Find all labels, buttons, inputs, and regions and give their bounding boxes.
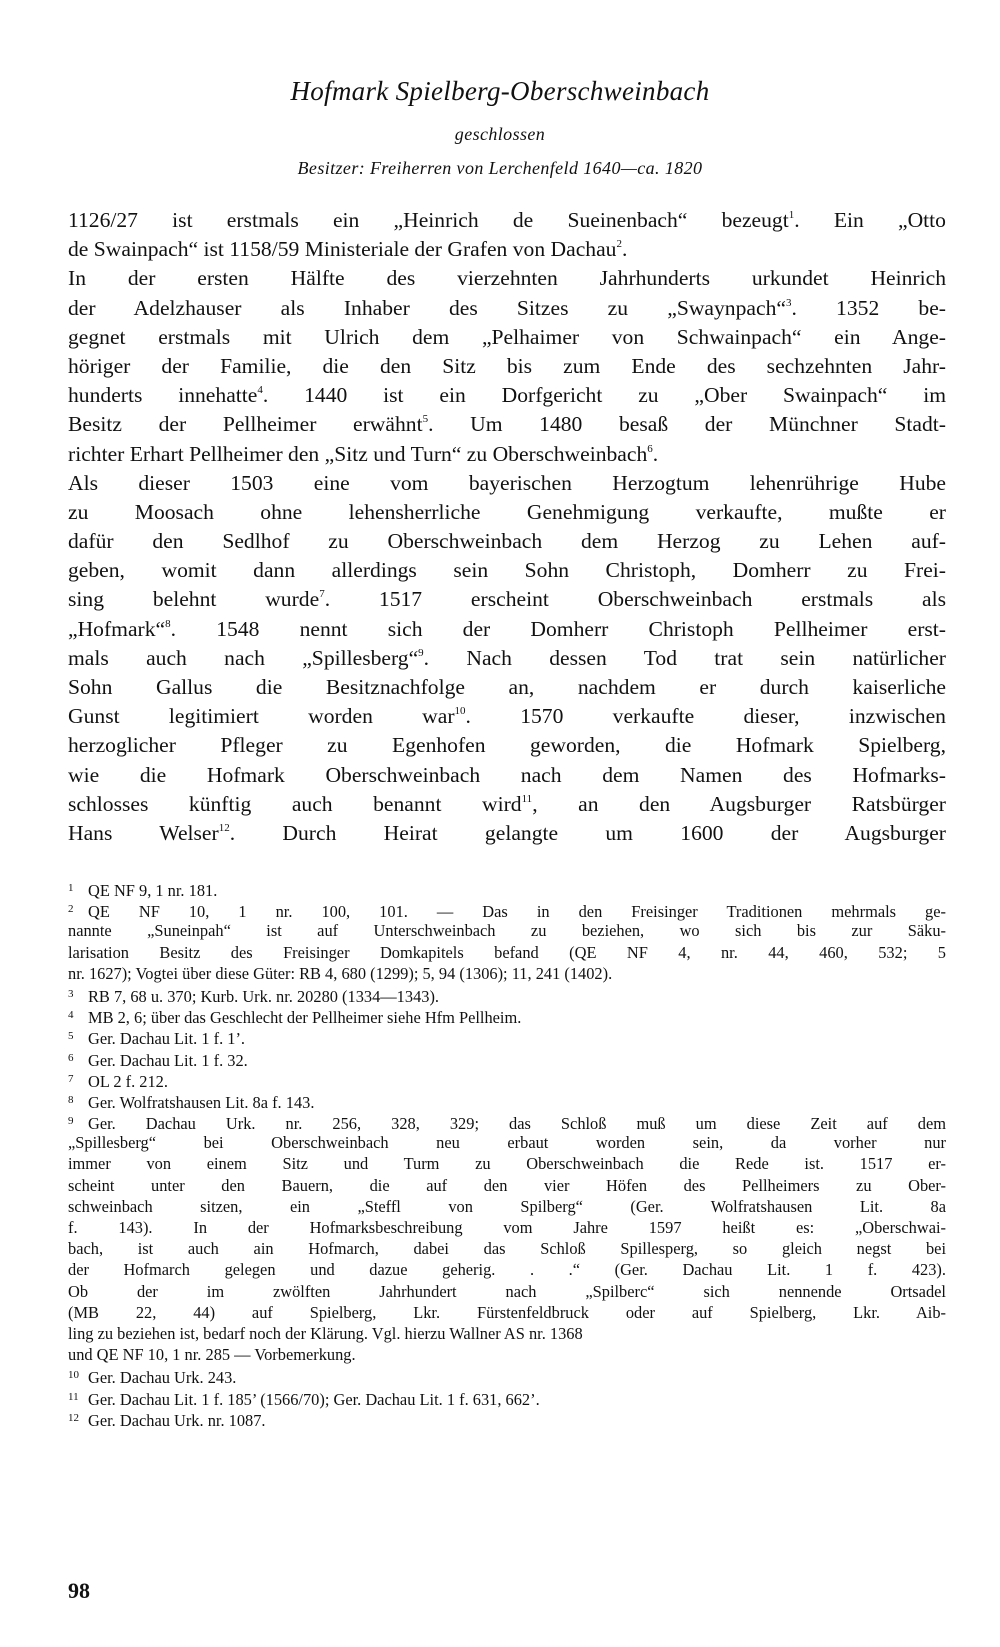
footnote-number: 10: [68, 1369, 79, 1382]
footnote-number: 4: [68, 1009, 74, 1022]
status-subtitle: geschlossen: [454, 124, 546, 144]
body-line: richter Erhart Pellheimer den „Sitz und Turn“ zu Oberschweinbach$^6$.: [68, 441, 659, 466]
footnote-number: 9: [68, 1115, 74, 1128]
footnote-line: larisation Besitz des Freisinger Domkapitels befand (QE NF 4, nr. 44, 460, 532; 5: [68, 942, 946, 962]
page-title: Hofmark Spielberg-Oberschweinbach: [290, 76, 710, 106]
footnote-line: ling zu beziehen ist, bedarf noch der Klärung. Vgl. hierzu Wallner AS nr. 1368: [68, 1323, 583, 1343]
footnote-number: 8: [68, 1093, 74, 1106]
footnote-line: 7 OL 2 f. 212.: [68, 1069, 946, 1090]
footnote-number: 6: [68, 1051, 74, 1064]
footnote-line: schweinbach sitzen, ein „Steffl von Spilberg“ (Ger. Wolfratshausen Lit. 8a: [68, 1196, 946, 1216]
footnote-line: 2 QE NF 10, 1 nr. 100, 101. — Das in den Freisinger Traditionen mehrmals ge-: [68, 899, 946, 920]
page-number: 98: [68, 1578, 90, 1603]
body-line: hunderts innehatte$^4$. 1440 ist ein Dorfgericht zu „Ober Swainpach“ im: [68, 383, 946, 408]
body-line: der Adelzhauser als Inhaber des Sitzes zu „Swaynpach“$^3$. 1352 be-: [68, 295, 946, 320]
body-text: [68, 206, 946, 848]
footnote-line: Ob der im zwölften Jahrhundert nach „Spilberc“ sich nennende Ortsadel: [68, 1281, 946, 1301]
footnote-line: (MB 22, 44) auf Spielberg, Lkr. Fürstenfeldbruck oder auf Spielberg, Lkr. Aib-: [68, 1302, 946, 1322]
body-line: schlosses künftig auch benannt wird$^{11}$, an den Augsburger Ratsbürger: [68, 791, 947, 816]
body-line: sing belehnt wurde$^7$. 1517 erscheint Oberschweinbach erstmals als: [68, 587, 946, 612]
footnote-marker: 1: [788, 209, 795, 221]
footnote-line: 12 Ger. Dachau Urk. nr. 1087.: [68, 1408, 946, 1429]
footnote-line: 6 Ger. Dachau Lit. 1 f. 32.: [68, 1048, 946, 1069]
footnote-line: 11 Ger. Dachau Lit. 1 f. 185’ (1566/70); Ger. Dachau Lit. 1 f. 631, 662’.: [68, 1387, 946, 1408]
footnote-marker: 11: [521, 792, 533, 805]
body-line: herzoglicher Pfleger zu Egenhofen geworden, die Hofmark Spielberg,: [68, 733, 946, 758]
body-line: gegnet erstmals mit Ulrich dem „Pelhaimer von Schwainpach“ ein Ange-: [68, 324, 946, 349]
footnote-marker: 5: [422, 413, 429, 426]
footnote-line: und QE NF 10, 1 nr. 285 — Vorbemerkung.: [68, 1345, 356, 1365]
footnote-line: scheint unter den Bauern, die auf den vier Höfen des Pellheimers zu Ober-: [68, 1175, 946, 1195]
footnote-line: 9 Ger. Dachau Urk. nr. 256, 328, 329; das Schloß muß um diese Zeit auf dem: [68, 1111, 946, 1132]
footnote-line: 1 QE NF 9, 1 nr. 181.: [68, 878, 946, 899]
body-line: Gunst legitimiert worden war$^{10}$. 1570 verkaufte dieser, inzwischen: [68, 704, 946, 729]
footnote-marker: 6: [647, 442, 653, 455]
body-line: Als dieser 1503 eine vom bayerischen Herzogtum lehenrührige Hube: [68, 470, 946, 495]
footnote-line: 8 Ger. Wolfratshausen Lit. 8a f. 143.: [68, 1090, 946, 1111]
footnote-line: 10 Ger. Dachau Urk. 243.: [68, 1365, 946, 1386]
footnote-marker: 9: [418, 646, 424, 659]
footnote-marker: 2: [616, 238, 622, 251]
body-line: Besitz der Pellheimer erwähnt$^5$. Um 1480 besaß der Münchner Stadt-: [68, 412, 946, 437]
footnote-line: nannte „Suneinpah“ ist auf Unterschweinbach zu beziehen, wo sich bis zur Säku-: [68, 921, 946, 941]
owner-line: Besitzer: Freiherren von Lerchenfeld 1640—ca. 1820: [297, 158, 703, 178]
body-line: mals auch nach „Spillesberg“$^9$. Nach dessen Tod trat sein natürlicher: [68, 645, 946, 670]
footnotes: [68, 878, 946, 1429]
footnote-number: 12: [68, 1411, 79, 1424]
footnote-line: „Spillesberg“ bei Oberschweinbach neu erbaut worden sein, da vorher nur: [68, 1133, 946, 1153]
footnote-line: der Hofmarch gelegen und dazue geherig. . .“ (Ger. Dachau Lit. 1 f. 423).: [68, 1260, 946, 1280]
footnote-line: f. 143). In der Hofmarksbeschreibung vom Jahre 1597 heißt es: „Oberschwai-: [68, 1218, 946, 1237]
footnote-line: nr. 1627); Vogtei über diese Güter: RB 4, 680 (1299); 5, 94 (1306); 11, 241 (1402).: [68, 963, 613, 983]
body-line: höriger der Familie, die den Sitz bis zum Ende des sechzehnten Jahr-: [68, 353, 946, 378]
body-line: geben, womit dann allerdings sein Sohn Christoph, Domherr zu Frei-: [68, 558, 946, 583]
footnote-line: 4 MB 2, 6; über das Geschlecht der Pellheimer siehe Hfm Pellheim.: [68, 1005, 946, 1026]
body-line: de Swainpach“ ist 1158/59 Ministeriale der Grafen von Dachau$^2$.: [68, 237, 628, 262]
body-line: dafür den Sedlhof zu Oberschweinbach dem Herzog zu Lehen auf-: [68, 529, 946, 554]
footnote-marker: 7: [319, 588, 325, 601]
footnote-number: 11: [68, 1390, 79, 1403]
footnote-line: 5 Ger. Dachau Lit. 1 f. 1’.: [68, 1026, 946, 1047]
footnote-line: bach, ist auch ain Hofmarch, dabei das Schloß Spillesperg, so gleich negst bei: [68, 1239, 946, 1259]
body-line: Hans Welser$^{12}$. Durch Heirat gelangte um 1600 der Augsburger: [68, 820, 947, 845]
footnote-marker: 3: [785, 296, 792, 309]
body-line: Sohn Gallus die Besitznachfolge an, nachdem er durch kaiserliche: [68, 675, 946, 699]
footnote-marker: 10: [454, 705, 466, 718]
footnote-number: 3: [68, 987, 74, 1000]
footnote-line: immer von einem Sitz und Turm zu Oberschweinbach die Rede ist. 1517 er-: [68, 1154, 946, 1174]
body-line: In der ersten Hälfte des vierzehnten Jahrhunderts urkundet Heinrich: [68, 266, 946, 291]
footnote-number: 1: [68, 882, 74, 894]
footnote-number: 2: [68, 903, 74, 916]
body-line: wie die Hofmark Oberschweinbach nach dem Namen des Hofmarks-: [68, 762, 946, 787]
footnote-marker: 8: [165, 617, 171, 630]
footnote-number: 5: [68, 1030, 74, 1043]
footnote-marker: 4: [257, 384, 263, 397]
body-line: „Hofmark“$^8$. 1548 nennt sich der Domherr Christoph Pellheimer erst-: [68, 616, 946, 641]
footnote-marker: 12: [218, 821, 230, 834]
body-line: 1126/27 ist erstmals ein „Heinrich de Sueinenbach“ bezeugt$^1$. Ein „Otto: [68, 208, 946, 232]
body-line: zu Moosach ohne lehensherrliche Genehmigung verkaufte, mußte er: [68, 499, 946, 524]
footnote-number: 7: [68, 1072, 74, 1085]
footnote-line: 3 RB 7, 68 u. 370; Kurb. Urk. nr. 20280 (1334—1343).: [68, 984, 946, 1005]
